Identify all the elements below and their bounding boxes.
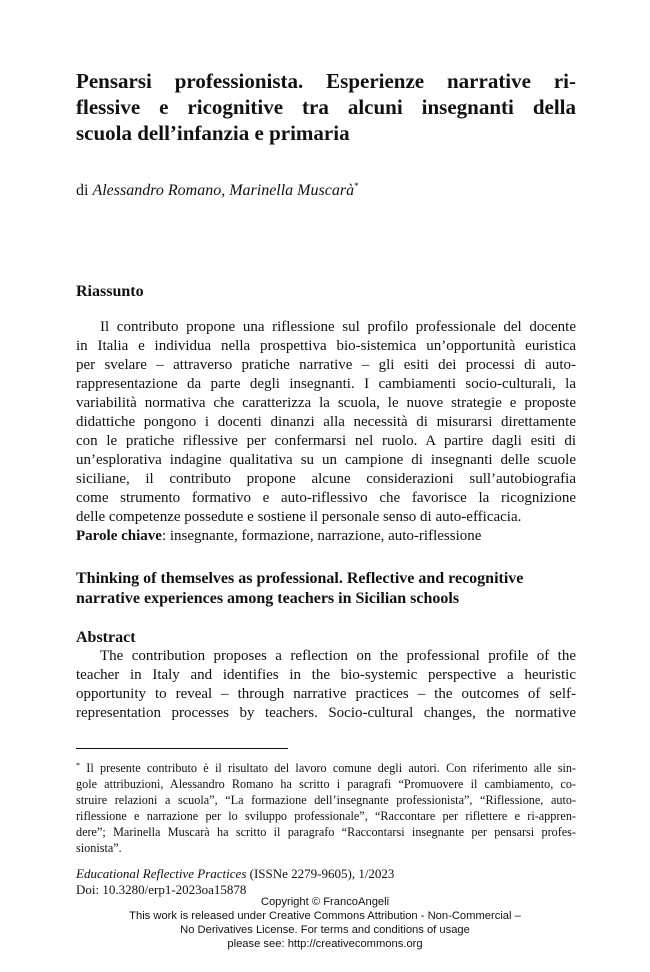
- abstract-line: representation processes by teachers. Socio-cultural changes, the normative: [76, 705, 576, 721]
- abstract-heading: Abstract: [76, 629, 136, 646]
- riassunto-line: variabilità normativa che caratterizza la scuola, le nuove strategie e proposte: [76, 395, 576, 411]
- english-title: [76, 569, 576, 609]
- footnote-line: struire relazioni a scuola”, “La formazione dell’insegnante professionista”, “Riflessione, auto-: [76, 793, 576, 807]
- license-notice: [0, 895, 650, 951]
- footnote-marker[interactable]: *: [354, 181, 359, 191]
- abstract-line: The contribution proposes a reflection on the professional profile of the: [100, 648, 576, 664]
- riassunto-line: per svelare – attraverso pratiche narrative – gli esiti dei processi di auto-: [76, 357, 576, 373]
- abstract-paragraph: [76, 647, 576, 723]
- riassunto-line: un’esplorativa indagine qualitativa su un campione di insegnanti delle scuole: [76, 452, 576, 468]
- riassunto-line: in Italia e individua nella prospettiva bio-sistemica un’opportunità euristica: [76, 338, 576, 354]
- footnote-line: riflessione e narrazione per lo sviluppo professionale”, “Raccontare per riflettere e ri-appren-: [76, 809, 576, 823]
- doi[interactable]: Doi: 10.3280/erp1-2023oa15878: [76, 882, 247, 897]
- riassunto-line: siciliane, il contributo propone alcune considerazioni sull’autobiografia: [76, 471, 576, 487]
- license-line[interactable]: please see: http://creativecommons.org: [227, 938, 423, 950]
- footnote-line: gole attribuzioni, Alessandro Romano ha scritto i paragrafi “Promuovere il cambiamento, co-: [76, 777, 576, 791]
- riassunto-line: rappresentazione da parte degli insegnanti. I cambiamenti socio-culturali, la: [76, 376, 576, 392]
- riassunto-line: Il contributo propone una riflessione sul profilo professionale del docente: [100, 319, 576, 335]
- riassunto-line: didattiche pongono i docenti dinanzi alla necessità di misurarsi direttamente: [76, 414, 576, 430]
- footnote-line: dere”; Marinella Muscarà ha scritto il paragrafo “Raccontarsi insegnante per pensarsi profes-: [76, 825, 576, 839]
- footnote-mark: *: [76, 761, 80, 770]
- english-title-line: Thinking of themselves as professional. Reflective and recognitive: [76, 570, 524, 587]
- riassunto-line: come strumento formativo e auto-riflessivo che favorisce la ricognizione: [76, 490, 576, 506]
- keywords-text: : insegnante, formazione, narrazione, auto-riflessione: [161, 528, 482, 544]
- journal-citation: [76, 866, 394, 882]
- license-line: This work is released under Creative Commons Attribution - Non-Commercial –: [129, 910, 521, 922]
- title-line: flessive e ricognitive tra alcuni insegnanti della: [76, 95, 576, 119]
- keywords-label: Parole chiave: [76, 528, 162, 544]
- riassunto-paragraph: [76, 318, 576, 546]
- keywords-line: [76, 527, 576, 546]
- license-line: No Derivatives License. For terms and conditions of usage: [180, 924, 470, 936]
- footnote-divider: [76, 748, 288, 749]
- riassunto-line: con le pratiche riflessive per confermarsi nel ruolo. A partire dagli esiti di: [76, 433, 576, 449]
- title-line: scuola dell’infanzia e primaria: [76, 121, 350, 145]
- riassunto-heading: Riassunto: [76, 283, 144, 300]
- abstract-line: opportunity to reveal – through narrative practices – the outcomes of self-: [76, 686, 576, 702]
- article-title: [76, 68, 576, 146]
- journal-issn: (ISSNe 2279-9605), 1/2023: [246, 866, 395, 881]
- abstract-line: teacher in Italy and identifies in the bio-systemic perspective a heuristic: [76, 667, 576, 683]
- footnote-line: * Il presente contributo è il risultato del lavoro comune degli autori. Con riferimento alle sin-: [76, 761, 576, 775]
- journal-name: Educational Reflective Practices: [76, 866, 247, 881]
- author-prefix: di: [76, 182, 93, 199]
- author-line: [76, 176, 359, 201]
- title-line: Pensarsi professionista. Esperienze narrative ri-: [76, 69, 576, 93]
- footnote: [76, 758, 576, 856]
- author-names: Alessandro Romano, Marinella Muscarà: [92, 182, 355, 199]
- license-line: Copyright © FrancoAngeli: [260, 896, 390, 908]
- riassunto-line: delle competenze possedute e sostiene il personale senso di auto-efficacia.: [76, 509, 522, 525]
- english-title-line: narrative experiences among teachers in Sicilian schools: [76, 590, 460, 607]
- footnote-line: sionista”.: [76, 841, 122, 855]
